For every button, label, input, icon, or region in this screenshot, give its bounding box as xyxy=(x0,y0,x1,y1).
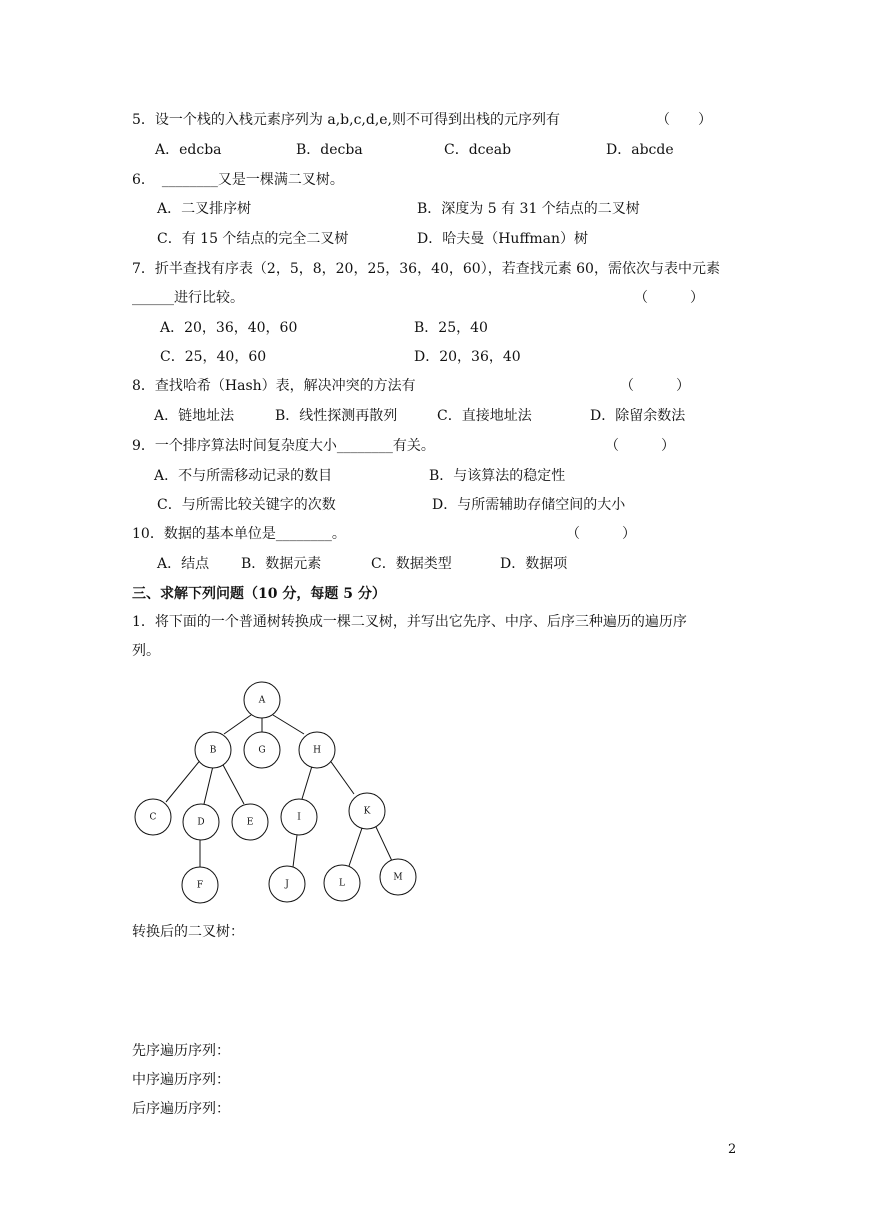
node-label: L xyxy=(339,878,345,889)
q8-option-d: D．除留余数法 xyxy=(590,408,686,424)
edge-a-h xyxy=(273,715,304,734)
edge-a-b xyxy=(224,715,251,734)
node-label: I xyxy=(297,812,301,823)
edge-i-j xyxy=(293,835,297,867)
node-label: G xyxy=(258,745,266,756)
q8-option-a: A．链地址法 xyxy=(154,408,235,424)
node-label: B xyxy=(209,745,217,756)
edge-h-k xyxy=(329,759,354,794)
q8-option-b: B．线性探测再散列 xyxy=(275,408,398,424)
edge-b-c xyxy=(166,758,202,802)
q6-option-a: A．二叉排序树 xyxy=(157,201,252,217)
section-heading: 三、求解下列问题（10 分，每题 5 分） xyxy=(132,586,386,602)
q10-option-d: D．数据项 xyxy=(500,556,568,572)
node-label: K xyxy=(363,806,371,817)
q10-answer-paren: （ ） xyxy=(566,526,636,542)
node-label: E xyxy=(246,817,254,828)
q10-option-a: A．结点 xyxy=(157,556,210,572)
q6-option-d: D．哈夫曼（Huffman）树 xyxy=(417,231,589,247)
q9-option-d: D．与所需辅助存储空间的大小 xyxy=(432,497,626,513)
q10-option-c: C．数据类型 xyxy=(371,556,452,572)
q10-stem: 10．数据的基本单位是________。 xyxy=(132,526,346,542)
q7-option-a: A．20，36，40，60 xyxy=(160,320,298,336)
q8-option-c: C．直接地址法 xyxy=(437,408,532,424)
q9-stem: 9．一个排序算法时间复杂度大小________有关。 xyxy=(132,438,435,454)
q8-stem: 8．查找哈希（Hash）表，解决冲突的方法有 xyxy=(132,378,416,394)
node-label: C xyxy=(149,812,157,823)
edge-h-i xyxy=(302,766,312,799)
edge-b-d xyxy=(204,766,213,804)
q7-option-b: B．25，40 xyxy=(414,320,488,336)
q6-option-c: C．有 15 个结点的完全二叉树 xyxy=(157,231,349,247)
q7-option-c: C．25，40，60 xyxy=(160,349,267,365)
edge-b-e xyxy=(222,763,244,804)
edge-k-m xyxy=(376,827,392,861)
node-label: A xyxy=(258,695,266,706)
node-label: M xyxy=(393,872,403,883)
edge-k-l xyxy=(349,828,362,866)
q8-answer-paren: （ ） xyxy=(620,378,690,394)
q5-option-c: C．dceab xyxy=(444,142,512,158)
inorder-label: 中序遍历序列： xyxy=(132,1072,230,1088)
q6-option-b: B．深度为 5 有 31 个结点的二叉树 xyxy=(417,201,640,217)
q6-stem: 6． ________又是一棵满二叉树。 xyxy=(132,172,344,188)
node-label: F xyxy=(196,880,204,891)
q7-stem-continued: ______进行比较。 xyxy=(132,290,244,306)
node-label: J xyxy=(285,879,289,890)
q10-option-b: B．数据元素 xyxy=(241,556,322,572)
page-number: 2 xyxy=(728,1142,737,1157)
q7-option-d: D．20，36，40 xyxy=(414,349,521,365)
node-label: D xyxy=(197,817,205,828)
q5-option-d: D．abcde xyxy=(606,142,674,158)
preorder-label: 先序遍历序列： xyxy=(132,1043,230,1059)
general-tree-diagram xyxy=(130,678,430,910)
q9-option-b: B．与该算法的稳定性 xyxy=(429,468,566,484)
q9-option-a: A．不与所需移动记录的数目 xyxy=(154,468,333,484)
q5-answer-paren: （ ） xyxy=(656,112,712,128)
q5-stem: 5．设一个栈的入栈元素序列为 a,b,c,d,e,则不可得到出栈的元序列有 xyxy=(132,112,561,128)
converted-tree-label: 转换后的二叉树： xyxy=(132,924,244,940)
problem-1-text: 1．将下面的一个普通树转换成一棵二叉树，并写出它先序、中序、后序三种遍历的遍历序 xyxy=(132,614,687,630)
q9-answer-paren: （ ） xyxy=(605,438,675,454)
q5-option-b: B．decba xyxy=(296,142,363,158)
node-label: H xyxy=(313,745,321,756)
q9-option-c: C．与所需比较关键字的次数 xyxy=(157,497,336,513)
q7-stem: 7．折半查找有序表（2，5，8，20，25，36，40，60），若查找元素 60，需依次与表中元素 xyxy=(132,261,720,277)
problem-1-text-continued: 列。 xyxy=(132,643,160,659)
q7-answer-paren: （ ） xyxy=(634,290,704,306)
q5-option-a: A．edcba xyxy=(155,142,222,158)
postorder-label: 后序遍历序列： xyxy=(132,1101,230,1117)
